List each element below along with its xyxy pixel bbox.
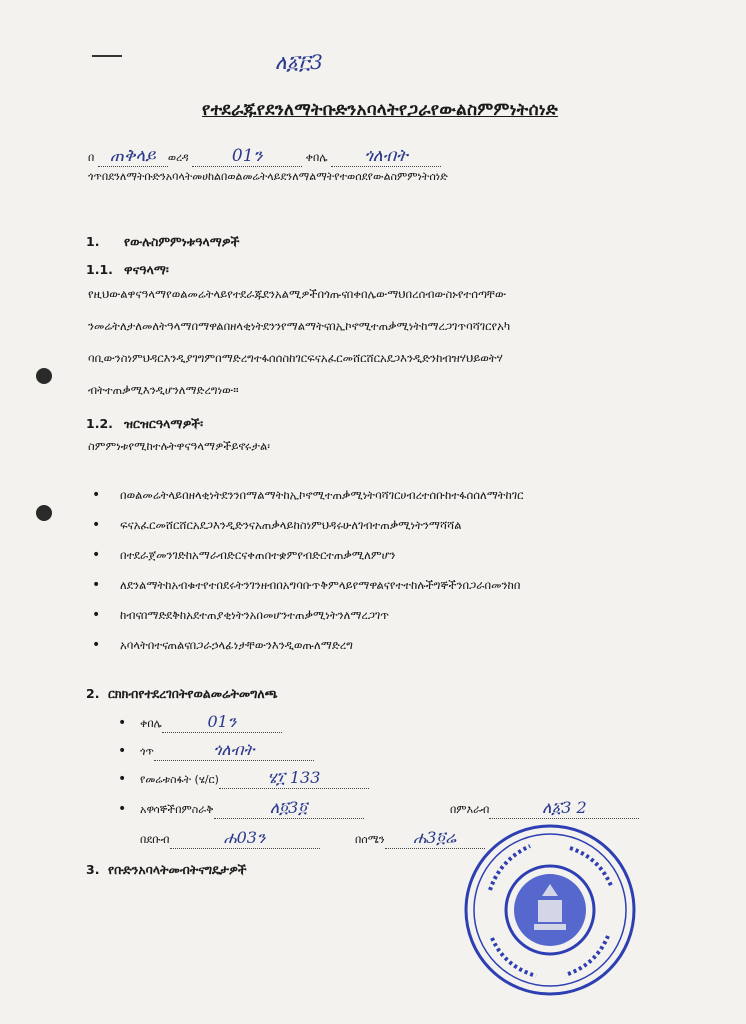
intro-sub: ጎጥበደንለማትቡድንአባላትመሀከልበወልመሬትላይደንለማልማትየተወሰደየውልስምምነትሰነድ xyxy=(88,170,448,183)
field-west-border: በምእራብ ለ፩3 2 xyxy=(450,798,639,819)
section-1-2-heading: 1.2. ዝርዝርዓላማዎች፡ xyxy=(86,416,204,431)
punch-hole-middle xyxy=(36,505,52,521)
kebele-fill: ጎለብት xyxy=(331,146,441,167)
section-1-1-paragraph: የዚህውልዋናዓላማየወልመሬትላይየተደራጁደንአልሚዎችበጎጡናበቀበሌውማህበረሰብውስኑየተሰጣቸው ንመሬትለታለመለትዓላማበማዋልበዘላቂነትደንንየማልማትናበኢኮኖሚተጠቃሚነትከማረጋገጥባሻገርየአካ ባቢውንስነምህዳርእንዲያገግምበማድረግተፋሰሰስከገርፍናአፈርመሸርሸርአደጋእንዲድንከብዝሃህይወትሃ ብትተጠቃሚእንዲሆንለማድረግነው። xyxy=(88,287,511,397)
handwritten-top-note: ለ፩፫3 xyxy=(275,50,323,74)
punch-hole-top xyxy=(36,368,52,384)
field-kebele: • ቀበሌ 01ን xyxy=(118,712,282,733)
field-got: • ጎጥ ጎለብት xyxy=(118,740,314,761)
field-east-border: • አዋሳኞችበምስራቅ ለ፬3፬ xyxy=(118,798,364,819)
list-item-continuation: • ከብናበማድደቅከአደተጠያቂነትንአበመሆንተጠቃሚነትንለማረጋገጥ xyxy=(92,600,682,630)
official-stamp xyxy=(460,820,640,1000)
list-item-continuation: • ፍናአፈርመሸርሸርአደጋእንዲድንናአጠቃላይከስነምህዳሩሁለገብተጠቃሚነትንማሻሻል xyxy=(92,510,682,540)
list-item: • በተደራጀመንገድከአማራብድርናቀጠበተቋምየብድርተጠቃሚለምሆን xyxy=(92,540,682,570)
number-fill: 01ን xyxy=(192,146,302,167)
intro-line: በ ጠቅላይ ወረዳ 01ን ቀበሌ ጎለብት xyxy=(88,146,441,167)
section-1-heading: 1. የውሉስምምነቱዓላማዎች xyxy=(86,234,240,249)
list-item: • በወልመሬትላይበዘላቂነትደንንበማልማትከኢኮኖሚተጠቃሚነትባሻገርሀብረተሰቡከተፋሰሰለማትከገር xyxy=(92,480,682,510)
list-item: • አባላትበተናጠልናበጋራኃላፊነታቸውንእንዲወጡለማድረግ xyxy=(92,630,682,660)
field-north-border: በሰሜን ሐ3፬ሬ xyxy=(355,828,485,849)
field-area: • የመሬቱስፋት (ሄ/ር) ሄ፲ 133 xyxy=(118,768,369,789)
section-3-heading: 3. የቡድንአባላትመብትናግዴታዎች xyxy=(86,862,247,877)
objectives-list xyxy=(92,480,682,660)
document-title: የተደራጁየደንለማትቡድንአባላትየጋራየውልስምምነትሰነድ xyxy=(202,100,558,120)
section-2-heading: 2. ርክክብየተደረገበትየወልመሬትመግለጫ xyxy=(86,686,278,701)
section-1-1-heading: 1.1. ዋናዓላማ፡ xyxy=(86,262,169,277)
list-item: • ለደንልማትከአብቁተየተበደሩትንገንዘብበአግባቡጥቅምላይየማዋልናየተተከሉችግኞችንበጋራበመንከበ xyxy=(92,570,682,600)
section-1-2-intro: ስምምነቱየሚከተሉትዋናዓላማዎችይኖሩታል፡ xyxy=(88,439,270,453)
woreda-fill: ጠቅላይ xyxy=(98,146,168,167)
field-south-border: በደቡብ ሐ03ን xyxy=(140,828,320,849)
top-dash xyxy=(92,55,122,57)
